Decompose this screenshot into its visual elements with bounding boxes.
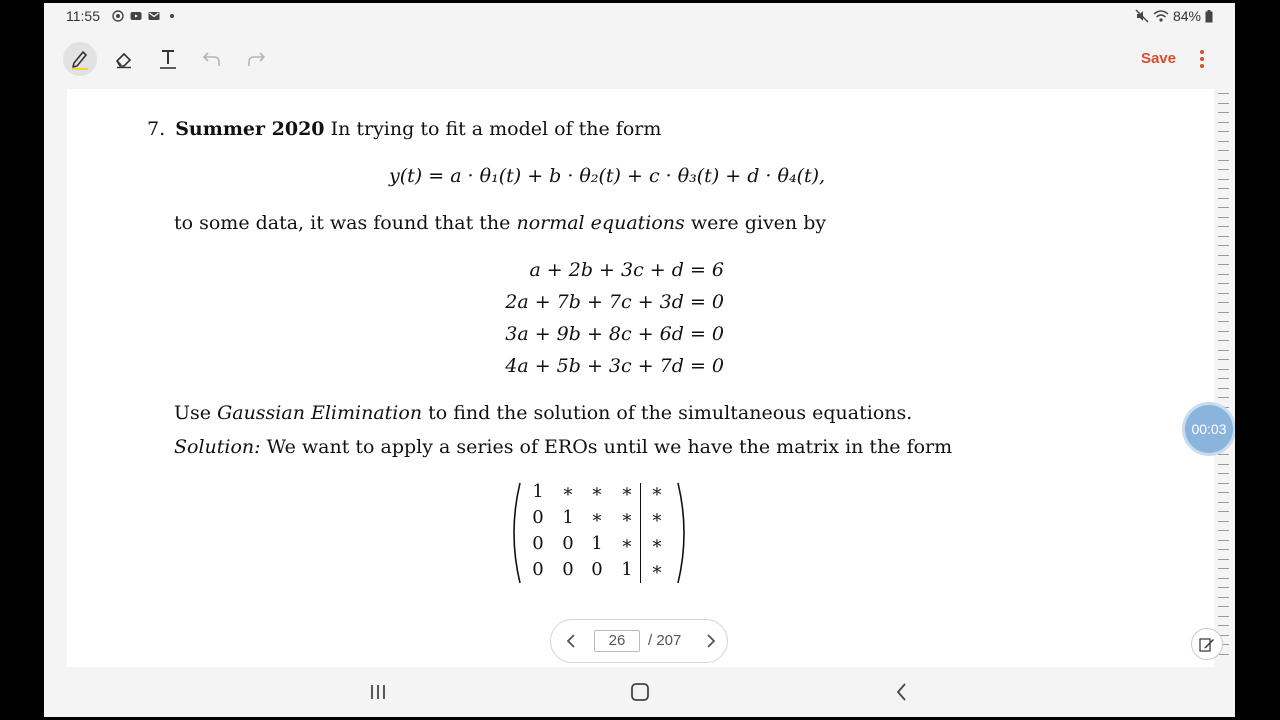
scrollbar-tick bbox=[1218, 654, 1229, 655]
more-options-icon[interactable] bbox=[1197, 49, 1207, 69]
pen-icon bbox=[70, 48, 90, 70]
notification-icons bbox=[112, 10, 178, 22]
scrollbar-tick bbox=[1218, 150, 1229, 151]
total-pages: / 207 bbox=[648, 632, 682, 649]
problem-number: 7. bbox=[147, 118, 166, 140]
matrix-cell: ∗ bbox=[650, 507, 664, 528]
equation-4: 4a + 5b + 3c + 7d = 0 bbox=[505, 355, 724, 377]
scrollbar-tick bbox=[1218, 492, 1229, 493]
next-page-icon[interactable] bbox=[701, 632, 719, 650]
scrollbar-tick bbox=[1218, 350, 1229, 351]
mute-icon bbox=[1135, 9, 1149, 23]
matrix-cell: ∗ bbox=[620, 481, 634, 502]
scrollbar-tick bbox=[1218, 359, 1229, 360]
matrix-cell: 1 bbox=[621, 559, 633, 580]
scrollbar-tick bbox=[1218, 511, 1229, 512]
text-icon bbox=[158, 48, 178, 70]
solution-line bbox=[174, 436, 952, 458]
eraser-tool-button[interactable] bbox=[107, 42, 141, 76]
scrollbar-tick bbox=[1218, 169, 1229, 170]
matrix-cell: 0 bbox=[532, 533, 544, 554]
scrollbar-tick bbox=[1218, 502, 1229, 503]
scrollbar-tick bbox=[1218, 293, 1229, 294]
scrollbar-tick bbox=[1218, 397, 1229, 398]
youtube-icon bbox=[130, 10, 142, 22]
scrollbar-tick bbox=[1218, 549, 1229, 550]
equation-1: a + 2b + 3c + d = 6 bbox=[529, 259, 724, 281]
matrix-cell: ∗ bbox=[590, 481, 604, 502]
matrix-cell: 0 bbox=[532, 507, 544, 528]
text-tool-button[interactable] bbox=[151, 42, 185, 76]
equation-2: 2a + 7b + 7c + 3d = 0 bbox=[505, 291, 724, 313]
line2-pre: to some data, it was found that the bbox=[174, 212, 511, 234]
scrollbar-tick bbox=[1218, 141, 1229, 142]
matrix-cell: 0 bbox=[591, 559, 603, 580]
tablet-screen bbox=[44, 3, 1235, 717]
pdf-page bbox=[67, 89, 1214, 667]
augmented-divider bbox=[640, 483, 641, 583]
problem-intro: In trying to fit a model of the form bbox=[330, 118, 662, 140]
normal-equations-line bbox=[174, 212, 826, 234]
matrix-cell: 1 bbox=[562, 507, 574, 528]
redo-button[interactable] bbox=[239, 42, 273, 76]
line2-post: were given by bbox=[690, 212, 827, 234]
scrollbar-tick bbox=[1218, 312, 1229, 313]
home-icon[interactable] bbox=[629, 681, 651, 703]
scrollbar-tick bbox=[1218, 606, 1229, 607]
undo-icon bbox=[202, 50, 222, 68]
equation-3: 3a + 9b + 8c + 6d = 0 bbox=[505, 323, 724, 345]
problem-intro-line bbox=[147, 118, 661, 140]
page-number-input[interactable]: 26 bbox=[594, 630, 640, 652]
scrollbar-tick bbox=[1218, 274, 1229, 275]
scrollbar-tick bbox=[1218, 226, 1229, 227]
matrix-cell: ∗ bbox=[650, 481, 664, 502]
scrollbar-tick bbox=[1218, 625, 1229, 626]
save-button[interactable]: Save bbox=[1140, 50, 1176, 67]
status-bar bbox=[44, 3, 1235, 29]
scrollbar-tick bbox=[1218, 131, 1229, 132]
scrollbar-tick bbox=[1218, 217, 1229, 218]
page-scrollbar[interactable] bbox=[1216, 89, 1235, 667]
pen-tool-button[interactable] bbox=[63, 42, 97, 76]
scrollbar-tick bbox=[1218, 321, 1229, 322]
scrollbar-tick bbox=[1218, 559, 1229, 560]
matrix-cell: 0 bbox=[562, 559, 574, 580]
battery-percent: 84% bbox=[1172, 8, 1201, 24]
normal-equations-term: normal equations bbox=[516, 212, 685, 234]
task-pre: Use bbox=[174, 402, 212, 424]
page-navigator bbox=[550, 619, 728, 663]
gaussian-elimination-term: Gaussian Elimination bbox=[217, 402, 423, 424]
scrollbar-tick bbox=[1218, 264, 1229, 265]
edit-pen-icon bbox=[1199, 636, 1215, 652]
location-icon bbox=[112, 10, 124, 22]
model-equation: y(t) = a · θ₁(t) + b · θ₂(t) + c · θ₃(t) + d · θ₄(t), bbox=[389, 165, 826, 187]
task-line bbox=[174, 402, 912, 424]
annotation-toolbar bbox=[44, 29, 1235, 89]
gmail-icon bbox=[148, 10, 160, 22]
scrollbar-tick bbox=[1218, 245, 1229, 246]
matrix-cell: ∗ bbox=[650, 533, 664, 554]
matrix-cell: ∗ bbox=[620, 507, 634, 528]
system-nav-bar bbox=[44, 667, 1235, 717]
scrollbar-tick bbox=[1218, 160, 1229, 161]
matrix-cell: ∗ bbox=[590, 507, 604, 528]
previous-page-icon[interactable] bbox=[563, 632, 581, 650]
status-time: 11:55 bbox=[66, 8, 100, 24]
matrix-cell: ∗ bbox=[561, 481, 575, 502]
matrix-cell: 0 bbox=[562, 533, 574, 554]
matrix-cell: 1 bbox=[532, 481, 544, 502]
scrollbar-tick bbox=[1218, 521, 1229, 522]
matrix-cell: ∗ bbox=[650, 559, 664, 580]
scrollbar-tick bbox=[1218, 597, 1229, 598]
scrollbar-tick bbox=[1218, 207, 1229, 208]
scrollbar-tick bbox=[1218, 302, 1229, 303]
scrollbar-tick bbox=[1218, 378, 1229, 379]
scrollbar-tick bbox=[1218, 483, 1229, 484]
solution-text: We want to apply a series of EROs until we have the matrix in the form bbox=[266, 436, 953, 458]
floating-edit-button[interactable] bbox=[1191, 628, 1223, 660]
scrollbar-tick bbox=[1218, 283, 1229, 284]
matrix-cell: 1 bbox=[591, 533, 603, 554]
augmented-matrix bbox=[510, 481, 690, 585]
scrollbar-tick bbox=[1218, 473, 1229, 474]
dot-icon bbox=[166, 10, 178, 22]
scrollbar-tick bbox=[1218, 568, 1229, 569]
wifi-icon bbox=[1153, 9, 1169, 23]
scrollbar-tick bbox=[1218, 454, 1229, 455]
system-icons bbox=[1135, 8, 1213, 24]
undo-button[interactable] bbox=[195, 42, 229, 76]
scrollbar-tick bbox=[1218, 236, 1229, 237]
scrollbar-tick bbox=[1218, 198, 1229, 199]
scrollbar-tick bbox=[1218, 578, 1229, 579]
scrollbar-tick bbox=[1218, 93, 1229, 94]
recording-timer[interactable]: 00:03 bbox=[1185, 405, 1233, 453]
task-post: to find the solution of the simultaneous equations. bbox=[428, 402, 913, 424]
scrollbar-tick bbox=[1218, 464, 1229, 465]
scrollbar-tick bbox=[1218, 340, 1229, 341]
battery-icon bbox=[1205, 10, 1213, 23]
scrollbar-tick bbox=[1218, 188, 1229, 189]
scrollbar-tick bbox=[1218, 122, 1229, 123]
document-viewer[interactable] bbox=[44, 89, 1216, 667]
scrollbar-tick bbox=[1218, 255, 1229, 256]
scrollbar-tick bbox=[1218, 587, 1229, 588]
back-icon[interactable] bbox=[891, 681, 913, 703]
scrollbar-tick bbox=[1218, 369, 1229, 370]
scrollbar-tick bbox=[1218, 103, 1229, 104]
scrollbar-tick bbox=[1218, 388, 1229, 389]
scrollbar-tick bbox=[1218, 616, 1229, 617]
problem-heading: Summer 2020 bbox=[175, 118, 325, 140]
scrollbar-tick bbox=[1218, 179, 1229, 180]
matrix-cell: ∗ bbox=[620, 533, 634, 554]
scrollbar-tick bbox=[1218, 112, 1229, 113]
scrollbar-tick bbox=[1218, 331, 1229, 332]
recent-apps-icon[interactable] bbox=[367, 681, 389, 703]
matrix-cell: 0 bbox=[532, 559, 544, 580]
scrollbar-tick bbox=[1218, 530, 1229, 531]
eraser-icon bbox=[114, 49, 134, 69]
solution-label: Solution: bbox=[174, 436, 261, 458]
redo-icon bbox=[246, 50, 266, 68]
scrollbar-tick bbox=[1218, 540, 1229, 541]
